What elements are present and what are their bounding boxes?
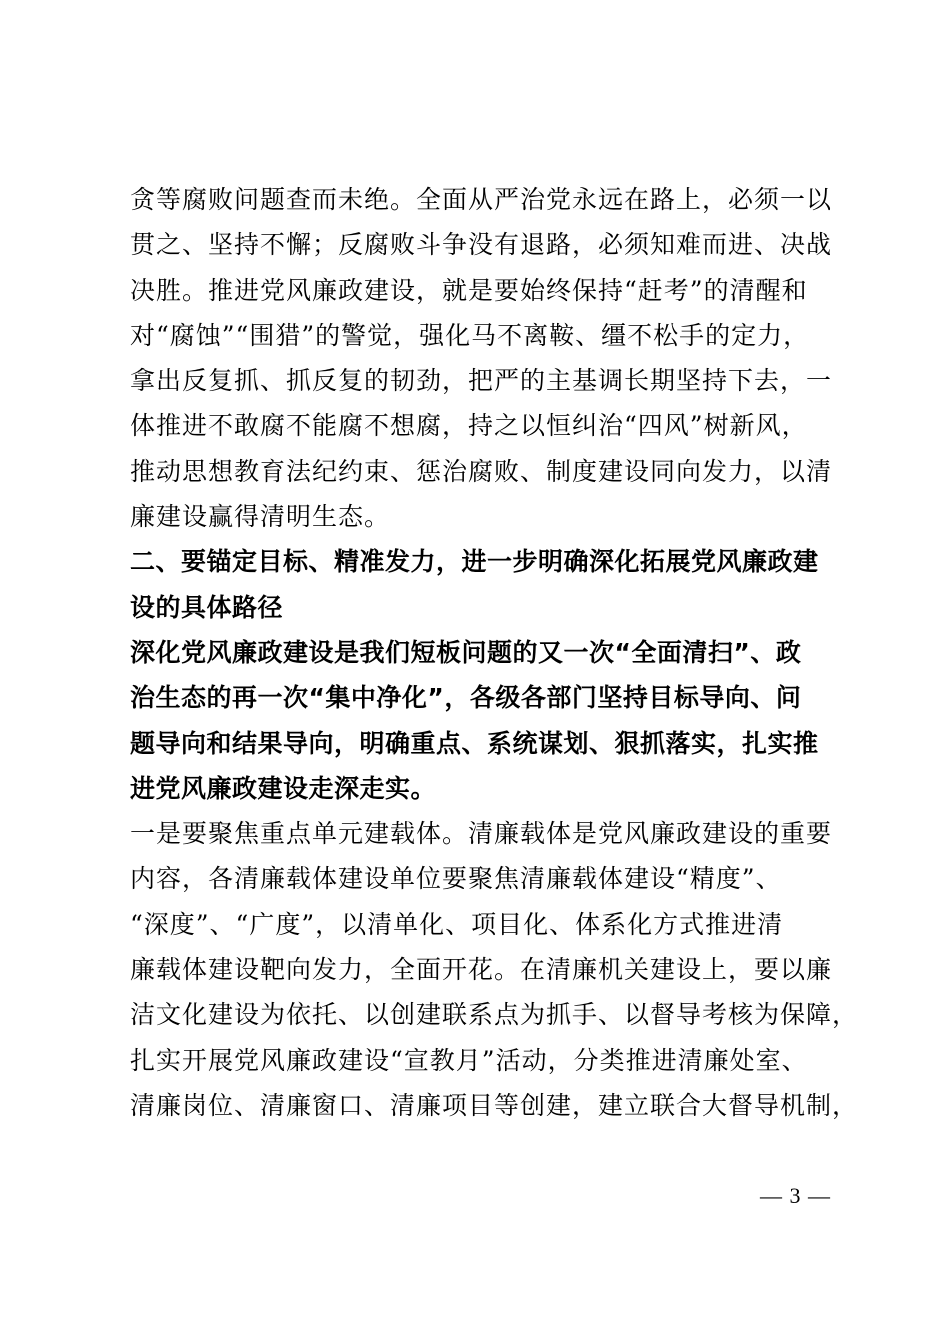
- text-line: 治生态的再一次“集中净化”，各级各部门坚持目标导向、问: [130, 683, 802, 713]
- text-line: 清廉岗位、清廉窗口、清廉项目等创建，建立联合大督导机制，: [130, 1090, 859, 1120]
- text-line: 洁文化建设为依托、以创建联系点为抓手、以督导考核为保障，: [130, 1000, 859, 1030]
- text-line: 题导向和结果导向，明确重点、系统谋划、狠抓落实，扎实推: [130, 728, 819, 758]
- text-line: 深化党风廉政建设是我们短板问题的又一次“全面清扫”、政: [130, 637, 802, 667]
- page-number: — 3 —: [760, 1183, 831, 1208]
- heading-line: 二、要锚定目标、精准发力，进一步明确深化拓展党风廉政建: [130, 547, 819, 577]
- text-line: 贯之、坚持不懈；反腐败斗争没有退路，必须知难而进、决战: [130, 230, 833, 260]
- paragraph-focus-key-units: [130, 811, 859, 1128]
- section-heading-two: [130, 539, 842, 630]
- text-line: “深度”、“广度”，以清单化、项目化、体系化方式推进清: [130, 909, 784, 939]
- text-line: 扎实开展党风廉政建设“宣教月”活动，分类推进清廉处室、: [130, 1045, 808, 1075]
- document-body: [130, 177, 859, 1128]
- text-line: 廉载体建设靶向发力，全面开花。在清廉机关建设上，要以廉: [130, 955, 833, 985]
- text-line: 决胜。推进党风廉政建设，就是要始终保持“赶考”的清醒和: [130, 275, 808, 305]
- paragraph-anticorruption-persistence: [130, 177, 842, 539]
- text-line: 进党风廉政建设走深走实。: [130, 773, 437, 803]
- text-line: 对“腐蚀”“围猎”的警觉，强化马不离鞍、缰不松手的定力，: [130, 320, 810, 350]
- text-line: 廉建设赢得清明生态。: [130, 502, 391, 532]
- text-line: 贪等腐败问题查而未绝。全面从严治党永远在路上，必须一以: [130, 185, 833, 214]
- text-line: 内容，各清廉载体建设单位要聚焦清廉载体建设“精度”、: [130, 864, 782, 894]
- heading-line: 设的具体路径: [130, 592, 284, 622]
- text-line: 拿出反复抓、抓反复的韧劲，把严的主基调长期坚持下去，一: [130, 366, 833, 396]
- text-line: 体推进不敢腐不能腐不想腐，持之以恒纠治“四风”树新风，: [130, 411, 808, 441]
- text-line: 一是要聚焦重点单元建载体。清廉载体是党风廉政建设的重要: [130, 819, 833, 849]
- text-line: 推动思想教育法纪约束、惩治腐败、制度建设同向发力，以清: [130, 456, 833, 486]
- paragraph-deepen-construction: [130, 630, 842, 811]
